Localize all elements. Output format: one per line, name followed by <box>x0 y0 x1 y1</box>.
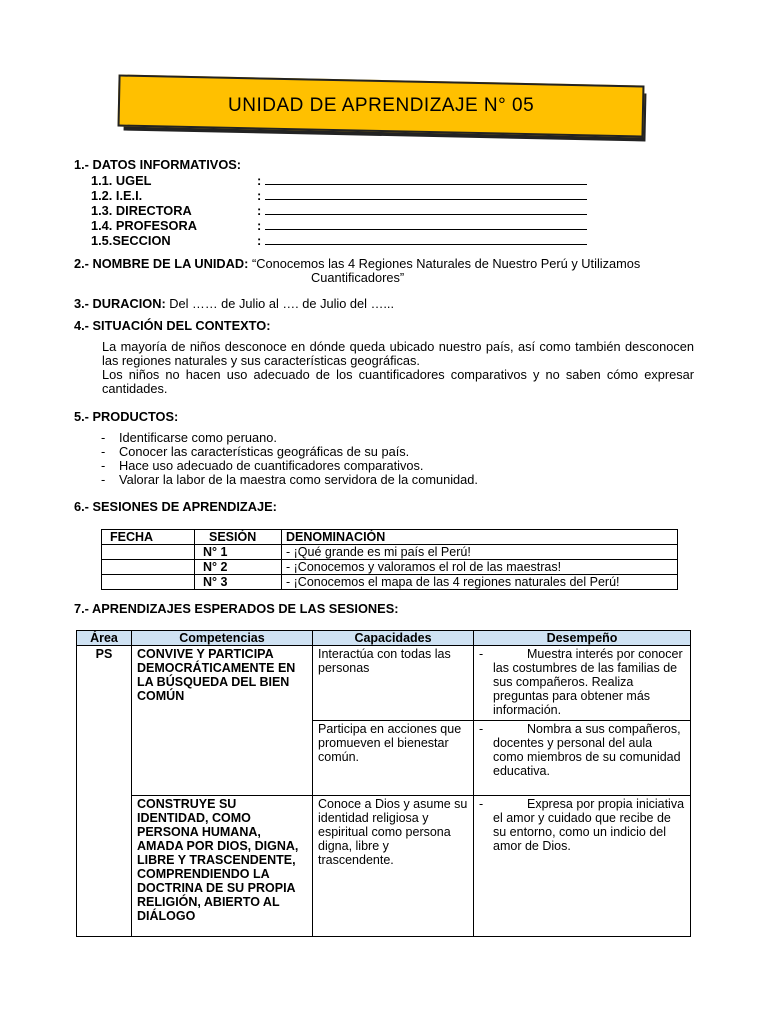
datos-row-profesora: 1.4. PROFESORA : <box>91 218 587 233</box>
competencia-cell: CONVIVE Y PARTICIPA DEMOCRÁTICAMENTE EN LA BÚSQUEDA DEL BIEN COMÚN <box>132 646 313 796</box>
desempeno-cell: - Muestra interés por conocer las costumbres de las familias de sus compañeros. Realiza preguntas para obtener más información. <box>474 646 691 721</box>
page-title: UNIDAD DE APRENDIZAJE N° 05 <box>227 94 535 116</box>
productos-heading: 5.- PRODUCTOS: <box>74 409 179 424</box>
col-header-fecha: FECHA <box>102 530 195 545</box>
table-header-row <box>102 530 678 545</box>
competencia-cell: CONSTRUYE SU IDENTIDAD, COMO PERSONA HUMANA, AMADA POR DIOS, DIGNA, LIBRE Y TRASCENDENTE, COMPRENDIENDO LA DOCTRINA DE SU PROPIA RELIGIÓN, ABIERTO AL DIÁLOGO <box>132 796 313 937</box>
table-row <box>77 796 691 937</box>
datos-list <box>91 173 587 248</box>
table-row <box>77 646 691 721</box>
desempeno-cell: - Nombra a sus compañeros, docentes y personal del aula como miembros de su comunidad educativa. <box>474 721 691 796</box>
duracion-value: Del …… de Julio al …. de Julio del …... <box>169 296 395 311</box>
capacidad-cell: Conoce a Dios y asume su identidad religiosa y espiritual como persona digna, libre y trascendente. <box>313 796 474 937</box>
col-header-sesion: SESIÓN <box>195 530 282 545</box>
datos-row-iei: 1.2. I.E.I. : <box>91 188 587 203</box>
datos-row-directora: 1.3. DIRECTORA : <box>91 203 587 218</box>
aprendizajes-heading: 7.- APRENDIZAJES ESPERADOS DE LAS SESIONES: <box>74 601 399 616</box>
duracion-section <box>74 297 394 311</box>
datos-heading: 1.- DATOS INFORMATIVOS: <box>74 157 242 172</box>
list-item: - Conocer las características geográficas de su país. <box>101 444 410 459</box>
sesiones-table <box>101 529 678 590</box>
blank-line <box>265 188 587 200</box>
datos-row-seccion: 1.5.SECCION : <box>91 233 587 248</box>
col-header-competencias: Competencias <box>132 631 313 646</box>
blank-line <box>265 173 587 185</box>
list-item: - Identificarse como peruano. <box>101 430 277 445</box>
title-banner <box>118 74 645 137</box>
blank-line <box>265 233 587 245</box>
productos-list <box>101 431 478 487</box>
table-row: N° 1 - ¡Qué grande es mi país el Perú! <box>102 545 678 560</box>
blank-line <box>265 203 587 215</box>
contexto-text <box>102 340 694 396</box>
unit-name-line2: Cuantificadores” <box>311 270 405 285</box>
capacidad-cell: Interactúa con todas las personas <box>313 646 474 721</box>
table-row: N° 2 - ¡Conocemos y valoramos el rol de las maestras! <box>102 560 678 575</box>
aprendizajes-table <box>76 630 691 937</box>
table-header-row <box>77 631 691 646</box>
list-item: - Valorar la labor de la maestra como servidora de la comunidad. <box>101 472 478 487</box>
unit-name-label: 2.- NOMBRE DE LA UNIDAD: <box>74 256 249 271</box>
col-header-capacidades: Capacidades <box>313 631 474 646</box>
table-row: N° 3 - ¡Conocemos el mapa de las 4 regiones naturales del Perú! <box>102 575 678 590</box>
contexto-paragraph-2: Los niños no hacen uso adecuado de los cuantificadores comparativos y no saben cómo expresar cantidades. <box>102 367 694 396</box>
col-header-denominacion: DENOMINACIÓN <box>282 530 678 545</box>
blank-line <box>265 218 587 230</box>
contexto-paragraph-1: La mayoría de niños desconoce en dónde queda ubicado nuestro país, así como también desconocen las regiones naturales y sus características geográficas. <box>102 339 694 368</box>
unit-name-line1: “Conocemos las 4 Regiones Naturales de Nuestro Perú y Utilizamos <box>251 256 641 271</box>
datos-row-ugel: 1.1. UGEL : <box>91 173 587 188</box>
desempeno-cell: - Expresa por propia iniciativa el amor y cuidado que recibe de su entorno, como un indicio del amor de Dios. <box>474 796 691 937</box>
duracion-label: 3.- DURACION: <box>74 296 166 311</box>
contexto-heading: 4.- SITUACIÓN DEL CONTEXTO: <box>74 318 271 333</box>
capacidad-cell: Participa en acciones que promueven el bienestar común. <box>313 721 474 796</box>
area-cell: PS <box>77 646 132 937</box>
col-header-area: Área <box>77 631 132 646</box>
list-item: - Hace uso adecuado de cuantificadores comparativos. <box>101 458 424 473</box>
sesiones-heading: 6.- SESIONES DE APRENDIZAJE: <box>74 499 277 514</box>
unit-name-section <box>74 257 694 285</box>
col-header-desempeno: Desempeño <box>474 631 691 646</box>
